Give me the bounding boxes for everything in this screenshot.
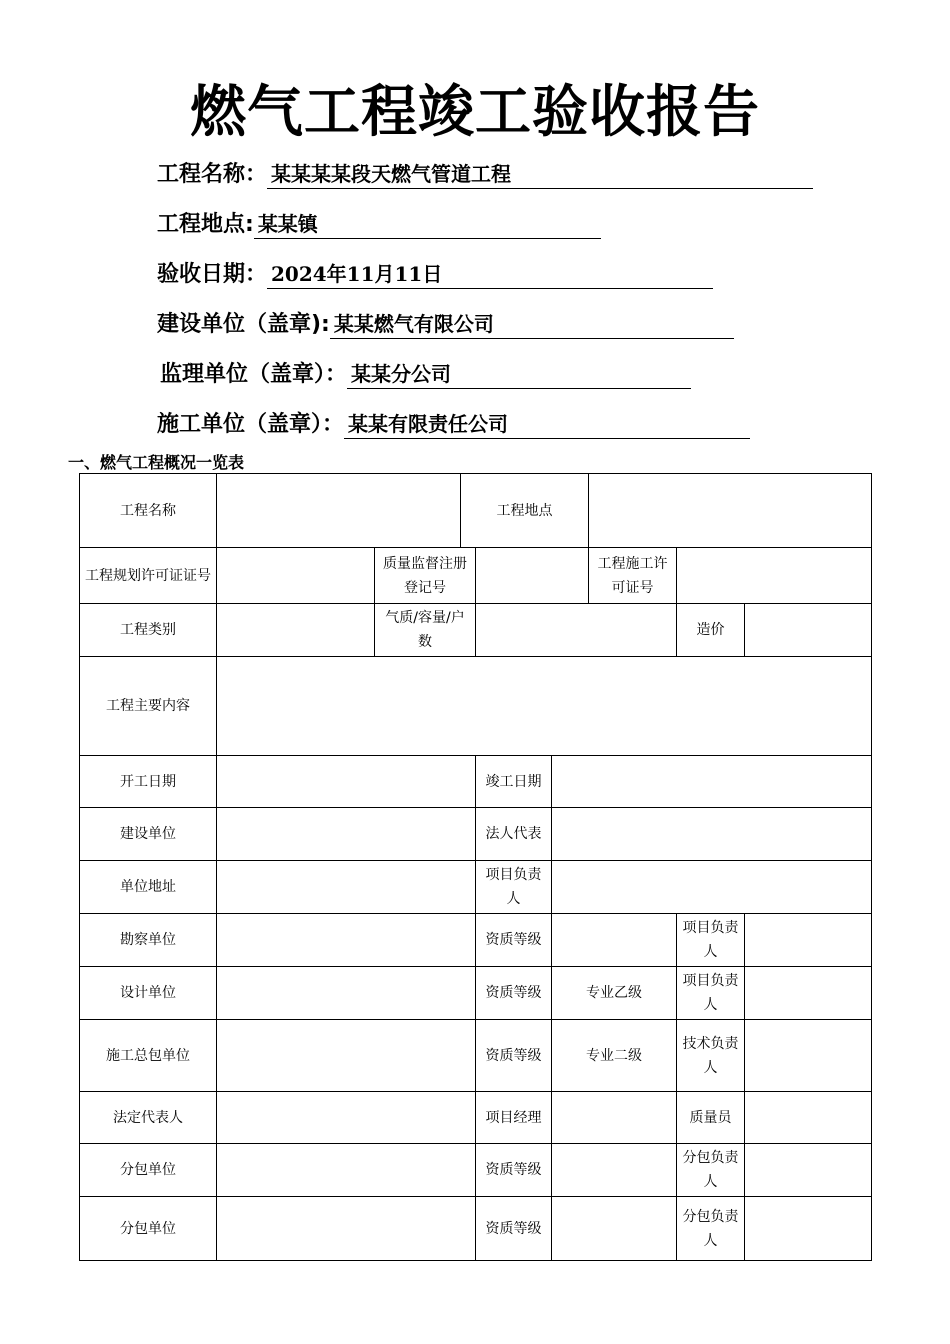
table-cell: 分包单位 xyxy=(80,1197,217,1261)
table-row xyxy=(80,1144,872,1197)
table-cell: 法人代表 xyxy=(476,808,552,861)
table-cell xyxy=(217,1197,476,1261)
table-cell xyxy=(217,657,872,756)
builder-line xyxy=(157,308,734,342)
table-cell xyxy=(552,1092,677,1144)
table-cell xyxy=(217,861,476,914)
constructor-line xyxy=(157,408,750,442)
table-row xyxy=(80,914,872,967)
table-cell: 资质等级 xyxy=(476,914,552,967)
project-overview-table xyxy=(79,473,872,1261)
table-cell: 项目负责人 xyxy=(677,967,745,1020)
builder-label: 建设单位（盖章): xyxy=(157,312,330,337)
project-site-value: 某某镇 xyxy=(254,210,601,239)
table-cell: 勘察单位 xyxy=(80,914,217,967)
table-cell: 工程主要内容 xyxy=(80,657,217,756)
table-cell xyxy=(217,967,476,1020)
table-cell xyxy=(217,474,461,548)
table-cell xyxy=(745,1197,872,1261)
table-cell: 技术负责人 xyxy=(677,1020,745,1092)
supervisor-line xyxy=(160,358,691,392)
supervisor-value: 某某分公司 xyxy=(347,360,691,389)
supervisor-label: 监理单位（盖章）： xyxy=(160,362,348,387)
table-cell: 建设单位 xyxy=(80,808,217,861)
table-row xyxy=(80,861,872,914)
report-title: 燃气工程竣工验收报告 xyxy=(190,80,760,145)
project-name-label: 工程名称： xyxy=(157,162,268,187)
table-cell: 施工总包单位 xyxy=(80,1020,217,1092)
table-row xyxy=(80,1197,872,1261)
table-cell: 资质等级 xyxy=(476,967,552,1020)
table-cell xyxy=(552,1144,677,1197)
table-cell: 专业乙级 xyxy=(552,967,677,1020)
table-cell: 项目负责人 xyxy=(476,861,552,914)
table-cell: 开工日期 xyxy=(80,756,217,808)
table-cell xyxy=(552,1197,677,1261)
table-cell xyxy=(589,474,872,548)
table-cell xyxy=(745,604,872,657)
table-row xyxy=(80,1092,872,1144)
project-site-label: 工程地点: xyxy=(157,212,254,237)
table-cell xyxy=(476,604,677,657)
builder-value: 某某燃气有限公司 xyxy=(330,310,734,339)
project-name-value: 某某某某段天燃气管道工程 xyxy=(267,160,813,189)
table-cell: 质量监督注册登记号 xyxy=(375,548,476,604)
table-cell: 工程规划许可证证号 xyxy=(80,548,217,604)
table-cell: 气质/容量/户数 xyxy=(375,604,476,657)
table-cell xyxy=(745,967,872,1020)
table-cell: 分包负责人 xyxy=(677,1197,745,1261)
table-cell xyxy=(745,914,872,967)
table-cell: 工程施工许可证号 xyxy=(589,548,677,604)
table-row xyxy=(80,474,872,548)
table-cell xyxy=(217,808,476,861)
table-cell: 工程地点 xyxy=(461,474,589,548)
table-cell: 分包单位 xyxy=(80,1144,217,1197)
project-name-line xyxy=(157,158,813,192)
table-cell: 设计单位 xyxy=(80,967,217,1020)
constructor-value: 某某有限责任公司 xyxy=(344,410,750,439)
table-row xyxy=(80,657,872,756)
table-cell xyxy=(476,548,589,604)
accept-date-line xyxy=(157,258,713,292)
table-cell xyxy=(217,548,375,604)
accept-date-value: 2024年11月11日 xyxy=(267,260,713,289)
table-cell: 法定代表人 xyxy=(80,1092,217,1144)
section-title: 一、燃气工程概况一览表 xyxy=(68,453,245,472)
project-site-line xyxy=(157,208,601,242)
table-cell xyxy=(745,1020,872,1092)
table-cell: 专业二级 xyxy=(552,1020,677,1092)
table-cell: 单位地址 xyxy=(80,861,217,914)
table-cell xyxy=(217,1144,476,1197)
table-cell: 资质等级 xyxy=(476,1020,552,1092)
table-cell xyxy=(217,1092,476,1144)
table-cell: 分包负责人 xyxy=(677,1144,745,1197)
constructor-label: 施工单位（盖章）： xyxy=(157,412,345,437)
table-cell: 资质等级 xyxy=(476,1144,552,1197)
table-cell xyxy=(217,756,476,808)
accept-date-label: 验收日期： xyxy=(157,262,268,287)
table-row xyxy=(80,808,872,861)
table-cell xyxy=(552,756,872,808)
table-cell: 竣工日期 xyxy=(476,756,552,808)
table-cell xyxy=(552,861,872,914)
table-cell xyxy=(677,548,872,604)
table-cell: 项目负责人 xyxy=(677,914,745,967)
table-cell: 项目经理 xyxy=(476,1092,552,1144)
table-cell xyxy=(217,1020,476,1092)
table-cell xyxy=(745,1092,872,1144)
table-row xyxy=(80,1020,872,1092)
table-cell: 质量员 xyxy=(677,1092,745,1144)
table-row xyxy=(80,756,872,808)
table-cell: 资质等级 xyxy=(476,1197,552,1261)
table-row xyxy=(80,604,872,657)
table-cell xyxy=(217,604,375,657)
table-cell xyxy=(217,914,476,967)
table-cell: 造价 xyxy=(677,604,745,657)
table-cell xyxy=(552,808,872,861)
table-cell: 工程类别 xyxy=(80,604,217,657)
table-cell: 工程名称 xyxy=(80,474,217,548)
table-row xyxy=(80,967,872,1020)
table-row xyxy=(80,548,872,604)
table-cell xyxy=(552,914,677,967)
table-cell xyxy=(745,1144,872,1197)
